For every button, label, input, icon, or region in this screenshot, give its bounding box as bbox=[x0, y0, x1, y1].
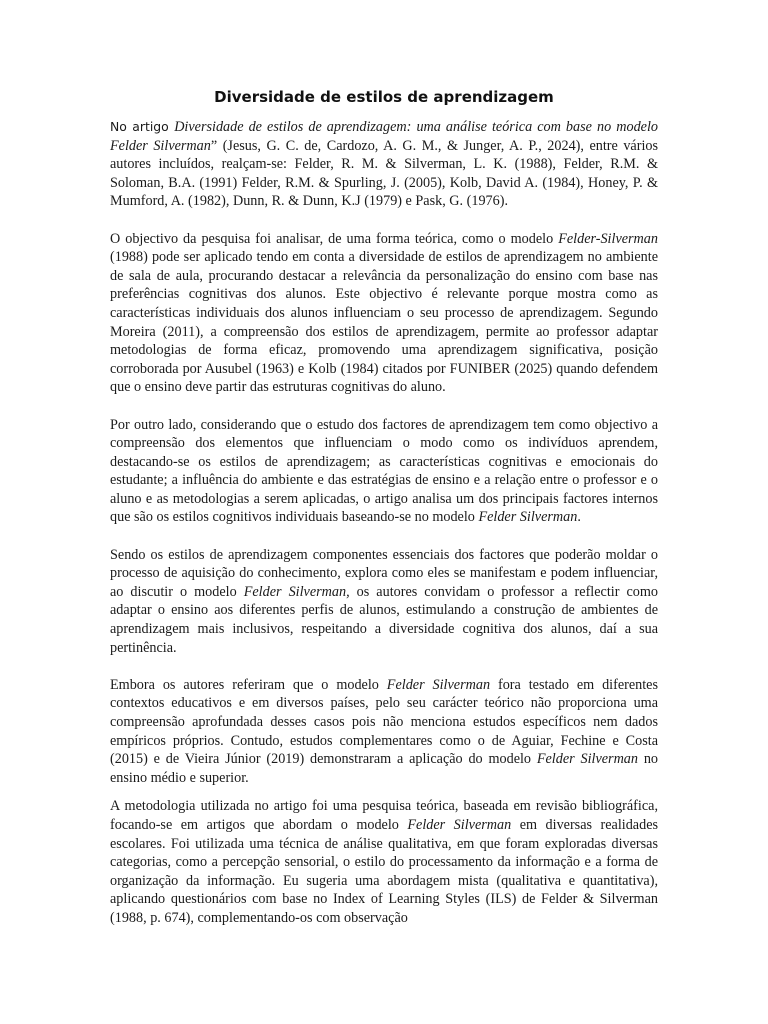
paragraph bbox=[110, 676, 658, 788]
document-title: Diversidade de estilos de aprendizagem bbox=[214, 88, 554, 106]
italic-run: Felder-Silverman bbox=[558, 230, 658, 247]
text-run: no ensino médio e superior. bbox=[110, 751, 658, 786]
text-run: A metodologia utilizada no artigo foi uma pesquisa teórica, baseada em revisão bibliográfica, focando-se em artigos que abordam o modelo bbox=[110, 798, 658, 833]
text-run: Por outro lado, considerando que o estudo dos factores de aprendizagem tem como objectivo a compreensão dos elementos que influenciam o modo como os indivíduos aprendem, destacando-se os estilos de aprendizagem; as características cognitivas e emocionais do estudante; a influência do ambiente e das estratégias de ensino e a relação entre o professor e o aluno e as metodologias a serem aplicadas, o artigo analisa um dos principais factores internos que são os estilos cognitivos individuais baseando-se no modelo bbox=[110, 416, 658, 526]
italic-run: Felder Silverman bbox=[536, 751, 638, 768]
paragraph bbox=[110, 797, 658, 927]
text-run: O objectivo da pesquisa foi analisar, de uma forma teórica, como o modelo bbox=[110, 230, 559, 247]
italic-run: Felder Silverman bbox=[386, 676, 491, 693]
text-run: em diversas realidades escolares. Foi utilizada uma técnica de análise qualitativa, em que foram exploradas diversas categorias, como a percepção sensorial, o estilo do processamento da informação e a forma de organização da informação. Eu sugeria uma abordagem mista (qualitativa e quantitativa), aplicando questionários com base no Index of Learning Styles (ILS) de Felder & Silverman (1988, p. 674), complementando-os com observação bbox=[110, 816, 659, 926]
paragraph bbox=[110, 546, 658, 658]
paragraph bbox=[110, 118, 658, 211]
paragraph bbox=[110, 230, 658, 397]
text-run: . bbox=[577, 509, 581, 526]
italic-run: Felder Silverman, bbox=[243, 583, 350, 600]
text-run: fora testado em diferentes contextos educativos e em diversos países, pelo seu carácter teórico não proporciona uma compreensão aprofundada desses casos pois não menciona estudos específicos nem dados empíricos próprios. Contudo, estudos complementares como o de Aguiar, Fechine e Costa (2015) e de Vieira Júnior (2019) demonstraram a aplicação do modelo bbox=[110, 676, 659, 768]
text-run: No artigo bbox=[110, 119, 175, 134]
text-run: (1988) pode ser aplicado tendo em conta a diversidade de estilos de aprendizagem no ambiente de sala de aula, procurando destacar a relevância da personalização do ensino com base nas preferências cognitivas dos alunos. Este objectivo é relevante porque mostra como as características individuais dos alunos influenciam o seu processo de aprendizagem. Segundo Moreira (2011), a compreensão dos estilos de aprendizagem, permite ao professor adaptar metodologias de forma eficaz, promovendo uma aprendizagem significativa, posição corroborada por Ausubel (1963) e Kolb (1984) citados por FUNIBER (2025) quando defendem que o ensino deve partir das estruturas cognitivas do aluno. bbox=[110, 249, 658, 396]
text-run: Sendo os estilos de aprendizagem componentes essenciais dos factores que poderão moldar o processo de aquisição do conhecimento, explora como eles se manifestam e podem influenciar, ao discutir o modelo bbox=[110, 546, 658, 600]
text-run: Embora os autores referiram que o modelo bbox=[110, 676, 387, 693]
paragraph bbox=[110, 416, 658, 528]
document-body bbox=[110, 118, 658, 946]
italic-run: Felder Silverman bbox=[407, 816, 512, 833]
text-run: ” (Jesus, G. C. de, Cardozo, A. G. M., & Junger, A. P., 2024), entre vários autores incluídos, realçam-se: Felder, R. M. & Silverman, L. K. (1988), Felder, R.M. & Soloman, B.A. (1991) Felder, R.M. & Spurling, J. (2005), Kolb, David A. (1984), Honey, P. & Mumford, A. (1982), Dunn, R. & Dunn, K.J (1979) e Pask, G. (1976). bbox=[110, 137, 658, 210]
italic-run: Felder Silverman bbox=[478, 509, 578, 526]
italic-run: Diversidade de estilos de aprendizagem: uma análise teórica com base no modelo Felder Silverman bbox=[110, 119, 658, 154]
text-run: os autores convidam o professor a reflectir como adaptar o ensino aos diferentes perfis de alunos, estimulando a construção de ambientes de aprendizagem mais inclusivos, respeitando a diversidade cognitiva dos alunos, daí a sua pertinência. bbox=[110, 583, 658, 656]
